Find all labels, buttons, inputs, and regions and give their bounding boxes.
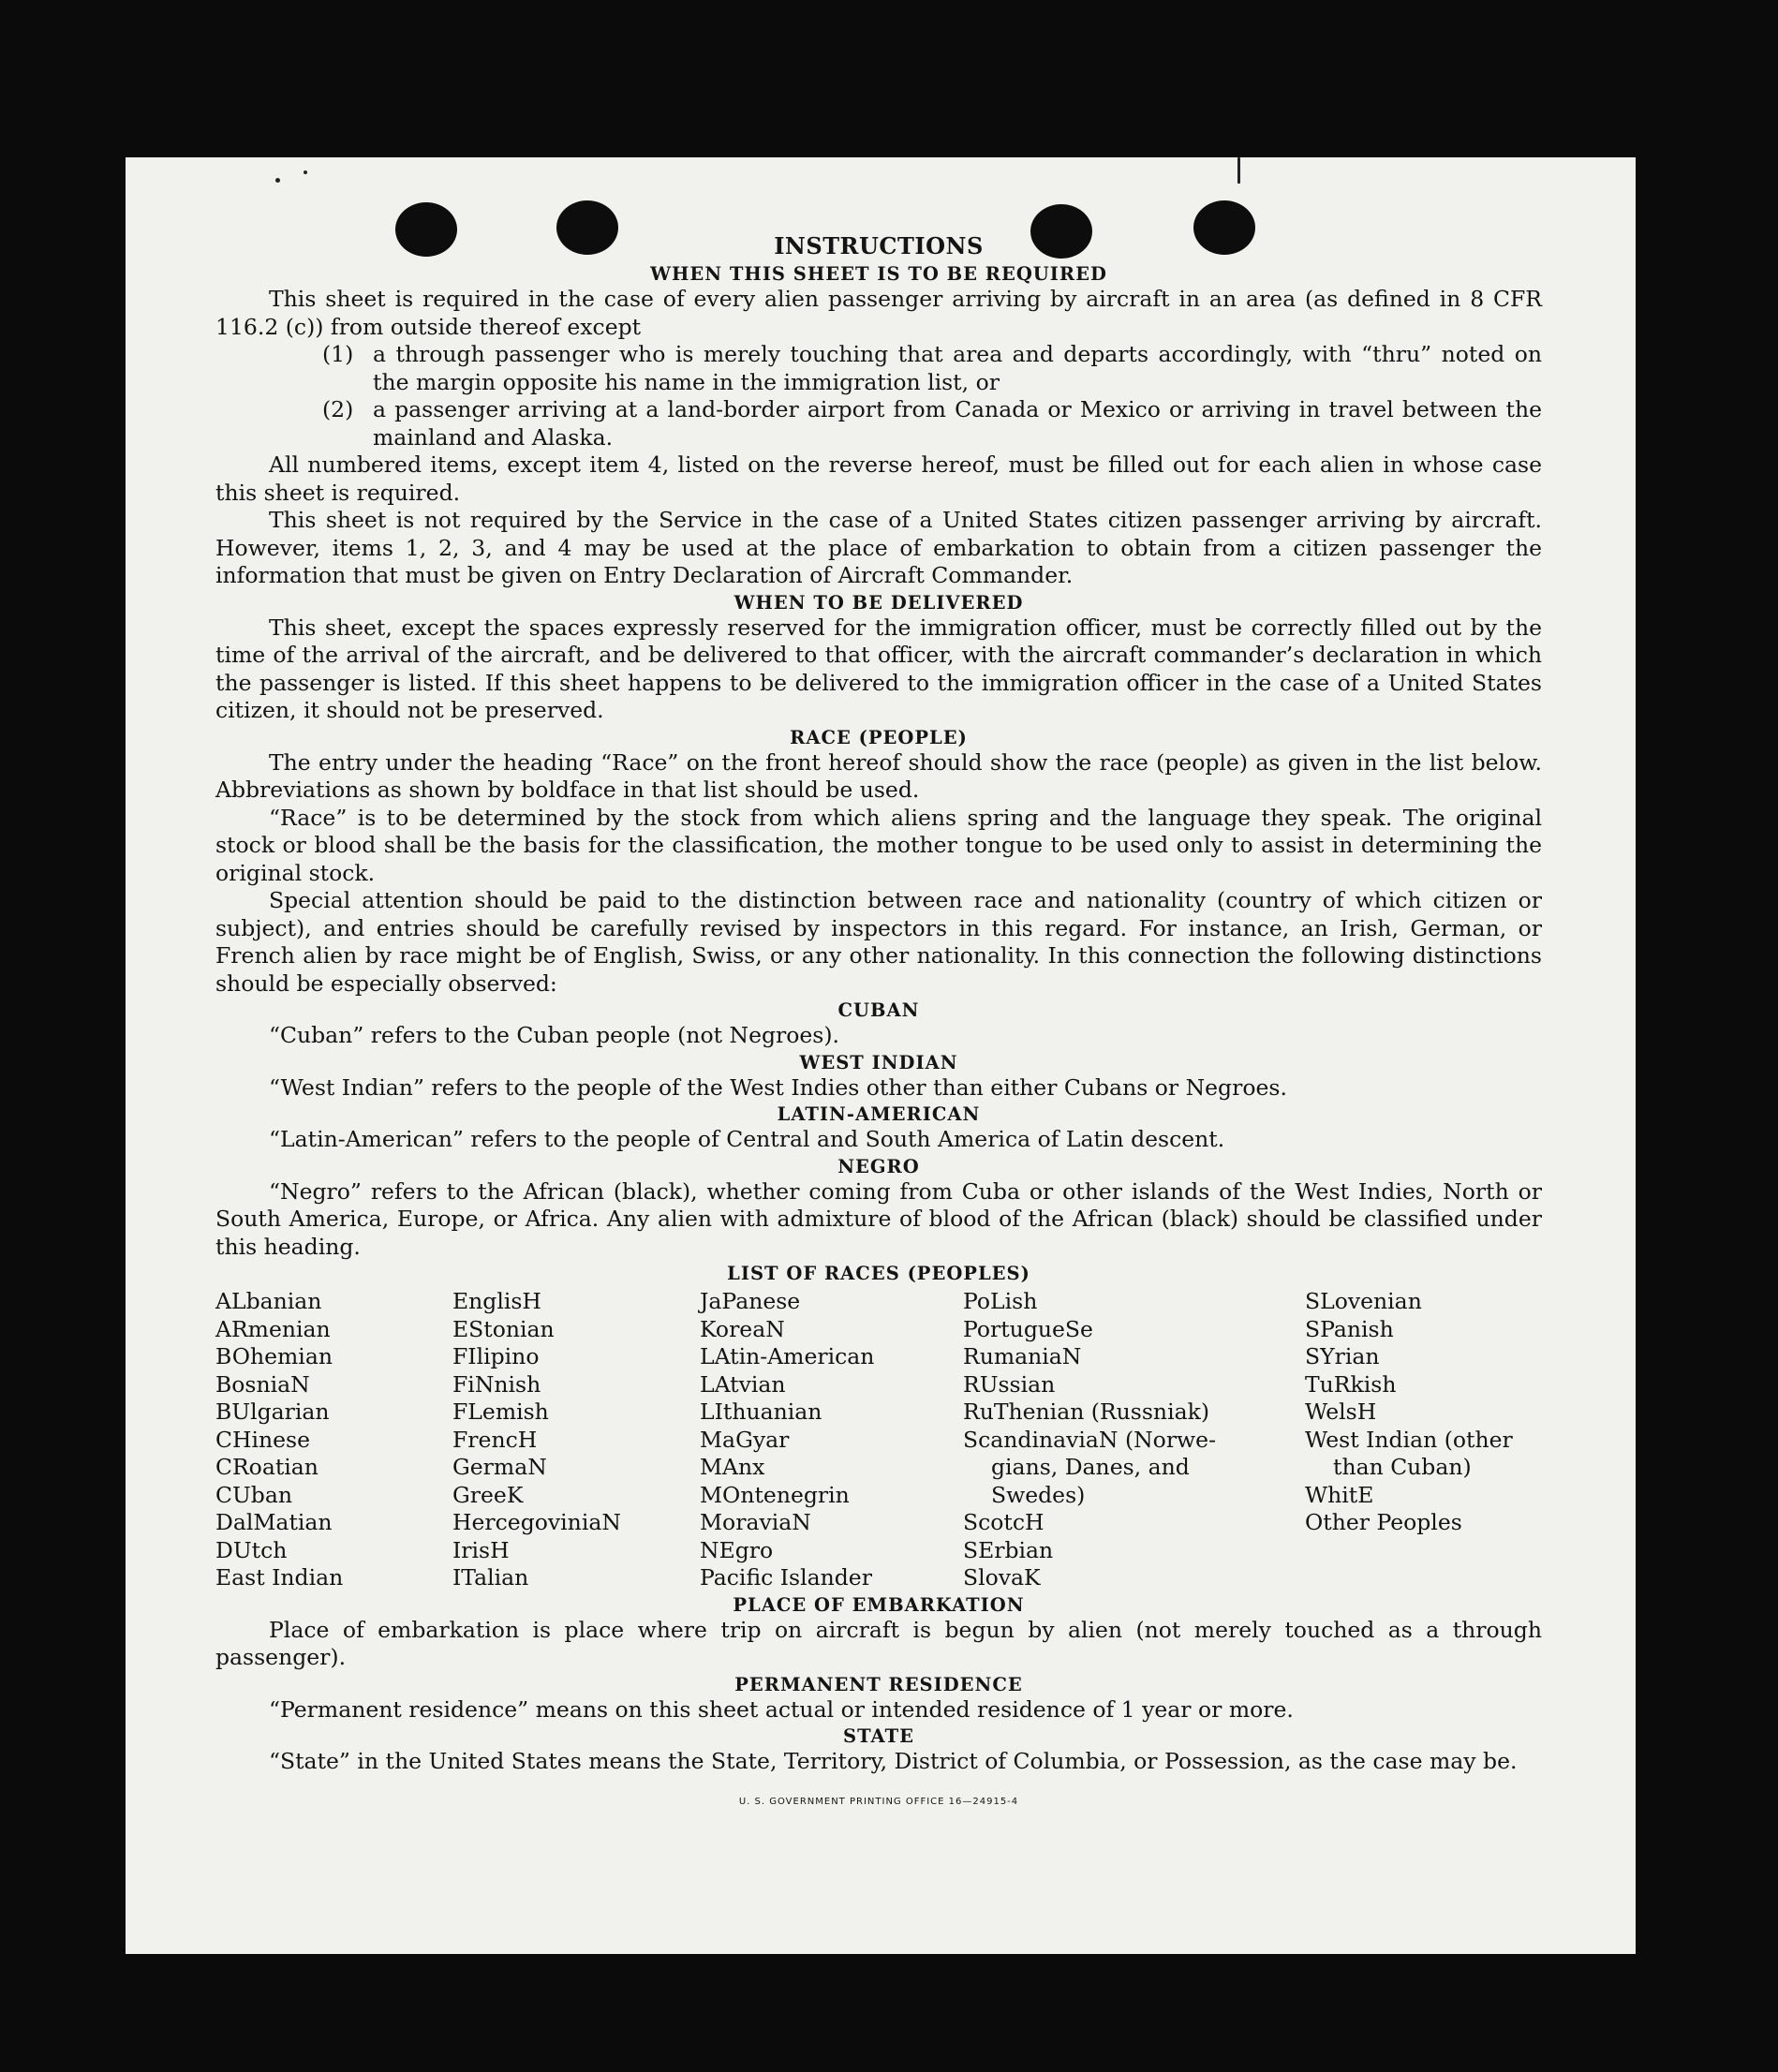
race-item: MOntenegrin <box>700 1481 850 1508</box>
race-item: GreeK <box>452 1481 524 1508</box>
race-item: CUban <box>215 1481 292 1508</box>
races-column-2 <box>452 1288 700 1592</box>
paragraph: The entry under the heading “Race” on the front hereof should show the race (people) as given in the list below. Abbreviations as shown by boldface in that list should be used. <box>215 748 1542 803</box>
page-title: INSTRUCTIONS <box>774 232 984 259</box>
paragraph: “State” in the United States means the State, Territory, District of Columbia, or Possession, as the case may be. <box>269 1748 1518 1774</box>
race-item: EnglisH <box>452 1288 541 1314</box>
race-item: SYrian <box>1305 1343 1380 1369</box>
heading-place-of-embarkation: PLACE OF EMBARKATION <box>733 1593 1025 1616</box>
race-item: FIlipino <box>452 1343 540 1369</box>
race-item: CRoatian <box>215 1454 319 1480</box>
paragraph: “Latin-American” refers to the people of Central and South America of Latin descent. <box>269 1126 1225 1152</box>
race-item: East Indian <box>215 1564 344 1591</box>
race-item: RuThenian (Russniak) <box>963 1399 1209 1425</box>
speck <box>275 178 280 183</box>
heading-cuban: CUBAN <box>837 999 920 1021</box>
document-page <box>126 157 1636 1954</box>
race-item: WhitE <box>1305 1481 1374 1508</box>
race-item: SPanish <box>1305 1315 1394 1342</box>
race-item: Other Peoples <box>1305 1509 1462 1535</box>
race-item: ARmenian <box>215 1315 331 1342</box>
race-item: ScandinaviaN (Norwe- <box>963 1426 1217 1453</box>
numbered-item <box>322 396 1542 451</box>
race-item: CHinese <box>215 1426 310 1453</box>
speck <box>1237 157 1240 184</box>
paragraph: Special attention should be paid to the distinction between race and nationality (country of which citizen or subject), and entries should be carefully revised by inspectors in this regard. For instance, an Irish, German, or French alien by race might be of English, Swiss, or any other nationality. In this connection the following distinctions should be especially observed: <box>215 887 1542 997</box>
heading-state: STATE <box>843 1725 914 1747</box>
race-item: DalMatian <box>215 1509 333 1535</box>
paragraph: This sheet is required in the case of every alien passenger arriving by aircraft in an area (as defined in 8 CFR 116.2 (c)) from outside thereof except <box>215 286 1542 340</box>
race-item: LAtvian <box>700 1370 786 1398</box>
heading-list-of-races: LIST OF RACES (PEOPLES) <box>727 1263 1030 1284</box>
race-item: WelsH <box>1305 1399 1377 1425</box>
race-item: ScotcH <box>963 1509 1045 1535</box>
race-item: BUlgarian <box>215 1399 330 1425</box>
heading-when-delivered: WHEN TO BE DELIVERED <box>733 591 1024 614</box>
race-item: SErbian <box>963 1536 1054 1563</box>
race-item: gians, Danes, and <box>991 1454 1190 1480</box>
item-text: a passenger arriving at a land-border airport from Canada or Mexico or arriving in travel between the mainland and Alaska. <box>373 396 1542 451</box>
paragraph: “West Indian” refers to the people of the West Indies other than either Cubans or Negroes. <box>269 1073 1287 1101</box>
paragraph: All numbered items, except item 4, listed on the reverse hereof, must be filled out for each alien in whose case this sheet is required. <box>215 451 1542 506</box>
race-item: RUssian <box>963 1370 1056 1398</box>
item-number: (1) <box>322 341 354 367</box>
race-item: FiNnish <box>452 1370 541 1398</box>
speck <box>304 170 307 174</box>
paragraph: “Permanent residence” means on this sheet actual or intended residence of 1 year or more. <box>269 1695 1294 1723</box>
instructions-content <box>215 232 1542 1807</box>
races-column-1 <box>215 1288 452 1592</box>
race-item: EStonian <box>452 1315 555 1342</box>
race-item: SLovenian <box>1305 1288 1422 1314</box>
item-text: a through passenger who is merely touching that area and departs accordingly, with “thru” noted on the margin opposite his name in the immigration list, or <box>373 341 1542 395</box>
race-item: FrencH <box>452 1426 538 1453</box>
paragraph: Place of embarkation is place where trip on aircraft is begun by alien (not merely touched as a through passenger). <box>215 1616 1542 1670</box>
item-number: (2) <box>322 396 354 422</box>
paragraph: This sheet, except the spaces expressly reserved for the immigration officer, must be correctly filled out by the time of the arrival of the aircraft, and be delivered to that officer, with the aircraft commander’s declaration in which the passenger is listed. If this sheet happens to be delivered to the immigration officer in the case of a United States citizen, it should not be preserved. <box>215 614 1542 723</box>
races-column-3 <box>700 1288 963 1592</box>
race-item: MaGyar <box>700 1426 790 1453</box>
race-item: DUtch <box>215 1536 288 1563</box>
paragraph: “Cuban” refers to the Cuban people (not Negroes). <box>269 1022 840 1048</box>
race-item: NEgro <box>700 1536 774 1563</box>
race-item: BosniaN <box>215 1370 310 1398</box>
race-item: RumaniaN <box>963 1343 1082 1369</box>
races-column-4 <box>963 1288 1305 1592</box>
race-item: SlovaK <box>963 1564 1041 1591</box>
race-item: MAnx <box>700 1454 765 1480</box>
race-item: Pacific Islander <box>700 1564 872 1591</box>
paragraph: “Race” is to be determined by the stock from which aliens spring and the language they speak. The original stock or blood shall be the basis for the classification, the mother tongue to be used only to assist in determining the original stock. <box>215 804 1542 886</box>
race-item: ALbanian <box>215 1288 322 1314</box>
numbered-item <box>322 341 1542 396</box>
races-column-5 <box>1305 1288 1539 1592</box>
race-item: HercegoviniaN <box>452 1509 621 1535</box>
race-item: than Cuban) <box>1333 1454 1472 1480</box>
race-item: PortugueSe <box>963 1315 1093 1342</box>
heading-west-indian: WEST INDIAN <box>799 1051 958 1073</box>
race-item: LAtin-American <box>700 1343 875 1369</box>
paragraph: “Negro” refers to the African (black), whether coming from Cuba or other islands of the West Indies, North or South America, Europe, or Africa. Any alien with admixture of blood of the African (black) should be classified under this heading. <box>215 1177 1542 1260</box>
paragraph: This sheet is not required by the Service in the case of a United States citizen passenger arriving by aircraft. However, items 1, 2, 3, and 4 may be used at the place of embarkation to obtain from a citizen passenger the information that must be given on Entry Declaration of Aircraft Commander. <box>215 507 1542 588</box>
printing-office-footer: U. S. GOVERNMENT PRINTING OFFICE 16—24915-4 <box>738 1796 1019 1807</box>
race-item: TuRkish <box>1305 1370 1397 1398</box>
heading-when-required: WHEN THIS SHEET IS TO BE REQUIRED <box>650 263 1107 285</box>
race-item: ITalian <box>452 1564 529 1591</box>
race-item: PoLish <box>963 1288 1038 1314</box>
heading-negro: NEGRO <box>837 1155 920 1177</box>
heading-permanent-residence: PERMANENT RESIDENCE <box>734 1673 1023 1695</box>
race-item: BOhemian <box>215 1343 333 1369</box>
races-list <box>215 1288 1542 1592</box>
race-item: FLemish <box>452 1399 549 1425</box>
heading-race: RACE (PEOPLE) <box>790 726 968 748</box>
race-item: GermaN <box>452 1454 547 1480</box>
heading-latin-american: LATIN-AMERICAN <box>777 1103 981 1125</box>
race-item: IrisH <box>452 1536 510 1563</box>
race-item: JaPanese <box>700 1288 801 1314</box>
race-item: KoreaN <box>700 1315 785 1342</box>
race-item: MoraviaN <box>700 1509 811 1535</box>
race-item: Swedes) <box>991 1481 1086 1508</box>
race-item: West Indian (other <box>1305 1426 1513 1453</box>
race-item: LIthuanian <box>700 1399 822 1425</box>
